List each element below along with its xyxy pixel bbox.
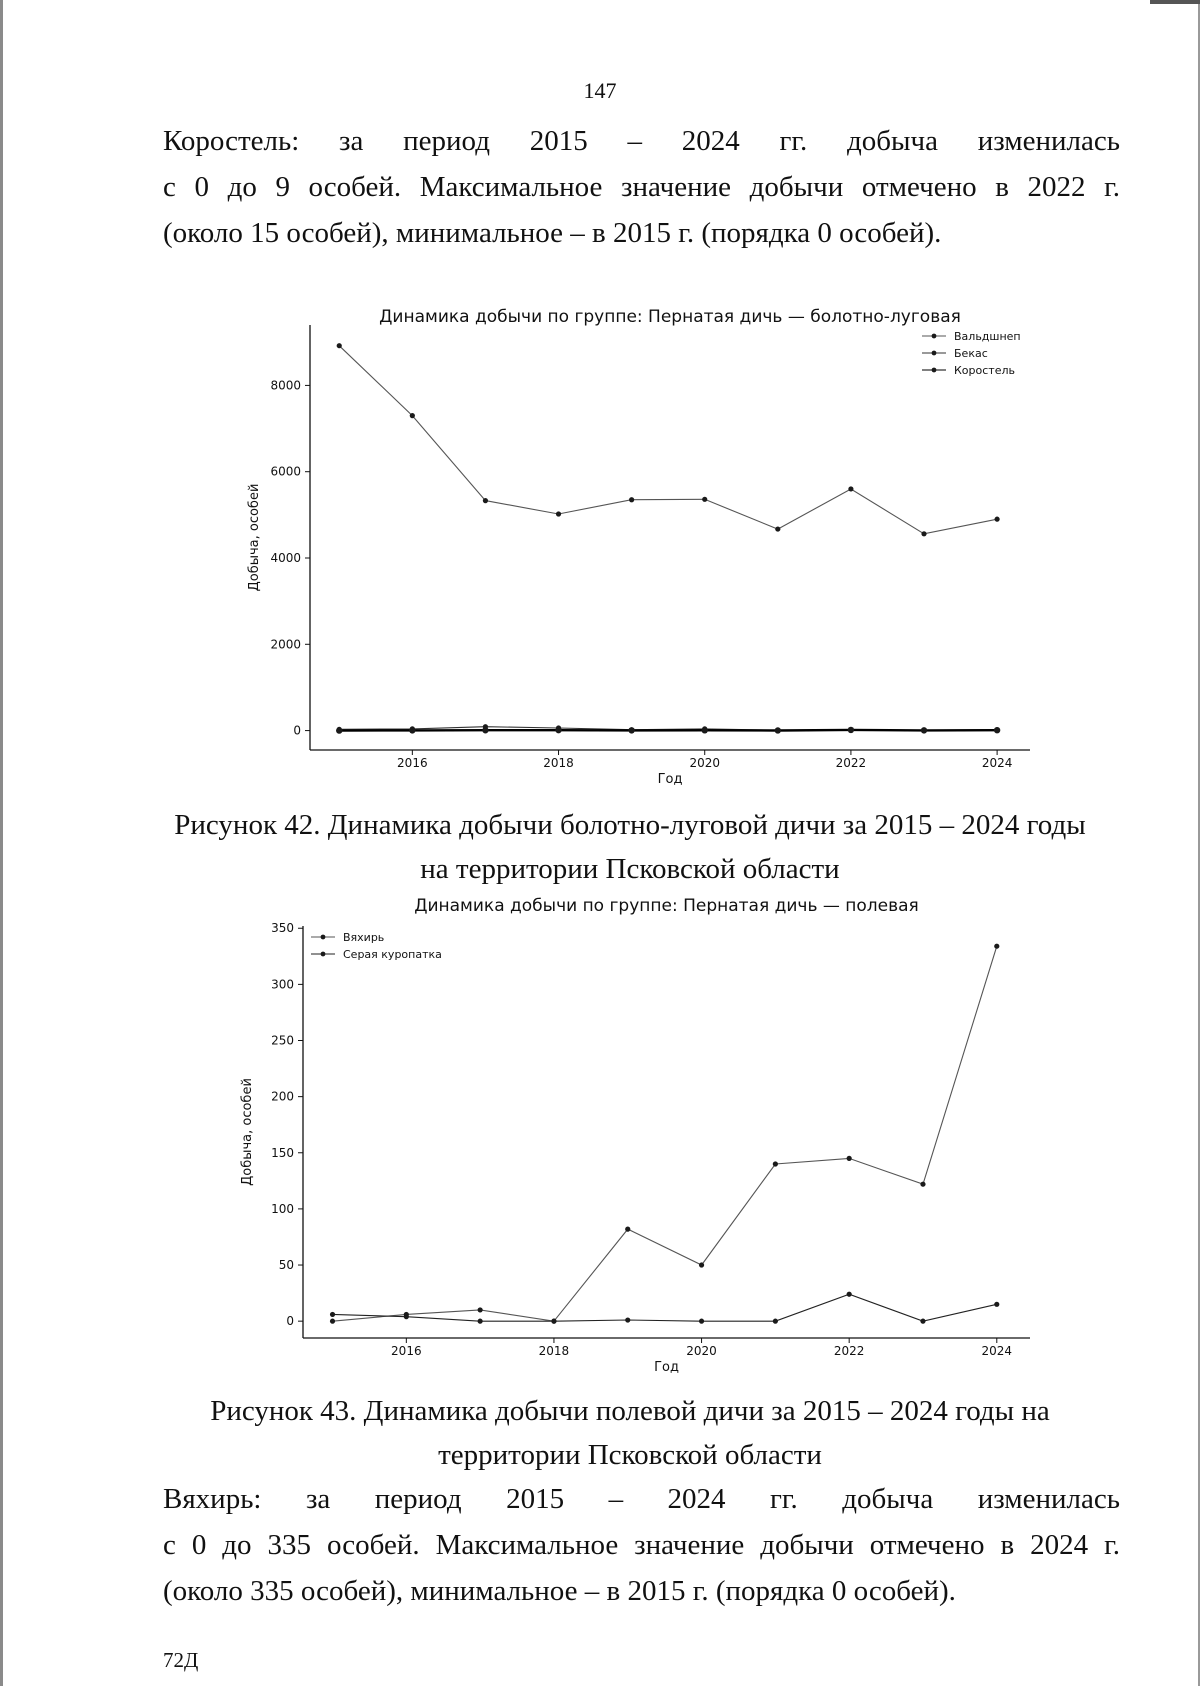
paragraph-line: (около 335 особей), минимальное – в 2015 г. (порядка 0 особей). (163, 1575, 956, 1607)
series-line (333, 946, 997, 1321)
x-tick-label: 2024 (981, 756, 1013, 770)
x-tick-label: 2018 (538, 1344, 570, 1358)
paragraph-line: Вяхирь: за период 2015 – 2024 гг. добыча изменилась (163, 1483, 1120, 1515)
page-number: 147 (583, 78, 617, 103)
y-tick-label: 2000 (270, 637, 301, 652)
data-point (409, 727, 415, 733)
x-tick-label: 2016 (391, 1344, 422, 1358)
data-point (702, 497, 707, 502)
x-tick-label: 2022 (833, 1344, 865, 1358)
x-tick-label: 2016 (397, 756, 428, 770)
paragraph-line: с 0 до 9 особей. Максимальное значение добычи отмечено в 2022 г. (163, 171, 1120, 203)
legend-marker (321, 935, 326, 940)
data-point (848, 727, 854, 733)
paragraph-line: с 0 до 335 особей. Максимальное значение добычи отмечено в 2024 г. (163, 1529, 1120, 1561)
x-tick-label: 2020 (686, 1344, 717, 1358)
data-point (775, 526, 780, 531)
x-tick-label: 2024 (981, 1344, 1013, 1358)
data-point (628, 727, 634, 733)
scan-edge-left (0, 0, 3, 1686)
y-tick-label: 150 (271, 1145, 294, 1160)
y-tick-label: 8000 (270, 378, 301, 393)
data-point (848, 486, 853, 491)
data-point (482, 727, 488, 733)
data-point (337, 343, 342, 348)
chart-wetland-game (0, 300, 1060, 800)
data-point (330, 1312, 335, 1317)
data-point (478, 1307, 483, 1312)
legend-entry: Серая куропатка (343, 948, 442, 961)
y-tick-label: 200 (271, 1089, 294, 1104)
legend-entry: Вальдшнеп (954, 330, 1021, 343)
chart-title: Динамика добычи по группе: Пернатая дичь — полевая (414, 896, 919, 916)
paragraph-top (163, 118, 1120, 256)
data-point (330, 1319, 335, 1324)
caption-line: Рисунок 42. Динамика добычи болотно-луговой дичи за 2015 – 2024 годы (174, 809, 1086, 841)
data-point (625, 1227, 630, 1232)
legend-marker (932, 351, 937, 356)
data-point (336, 727, 342, 733)
y-axis-label: Добыча, особей (240, 1078, 255, 1186)
x-axis-label: Год (654, 1360, 679, 1375)
y-axis-label: Добыча, особей (247, 483, 262, 592)
data-point (921, 727, 927, 733)
caption-line: территории Псковской области (438, 1439, 822, 1471)
caption-line: на территории Псковской области (420, 853, 840, 885)
data-point (920, 1319, 925, 1324)
data-point (994, 944, 999, 949)
data-point (773, 1161, 778, 1166)
data-point (699, 1319, 704, 1324)
x-axis-label: Год (657, 772, 683, 787)
data-point (702, 727, 708, 733)
data-point (994, 1302, 999, 1307)
footer-code: 72Д (163, 1648, 199, 1672)
x-tick-label: 2018 (543, 756, 574, 770)
legend-entry: Вяхирь (343, 931, 385, 944)
legend-marker (321, 952, 326, 957)
data-point (699, 1262, 704, 1267)
y-tick-label: 250 (271, 1033, 294, 1048)
paragraph-bottom (163, 1476, 1120, 1614)
legend-marker (932, 334, 937, 339)
data-point (775, 727, 781, 733)
data-point (404, 1314, 409, 1319)
data-point (921, 531, 926, 536)
data-point (920, 1182, 925, 1187)
data-point (995, 517, 1000, 522)
data-point (410, 413, 415, 418)
data-point (551, 1319, 556, 1324)
data-point (478, 1319, 483, 1324)
chart-title: Динамика добычи по группе: Пернатая дичь — болотно-луговая (379, 307, 961, 327)
data-point (994, 727, 1000, 733)
data-point (555, 727, 561, 733)
y-tick-label: 100 (271, 1201, 294, 1216)
figure-caption-43 (130, 1389, 1130, 1477)
data-point (847, 1156, 852, 1161)
caption-line: Рисунок 43. Динамика добычи полевой дичи за 2015 – 2024 годы на (210, 1395, 1050, 1427)
paragraph-line: Коростель: за период 2015 – 2024 гг. добыча изменилась (163, 125, 1120, 157)
y-tick-label: 0 (286, 1314, 294, 1329)
legend-entry: Бекас (954, 347, 988, 360)
y-tick-label: 300 (271, 977, 294, 992)
x-tick-label: 2022 (835, 756, 867, 770)
series-line (333, 1294, 997, 1321)
legend-marker (932, 368, 937, 373)
data-point (556, 511, 561, 516)
y-tick-label: 4000 (270, 550, 301, 565)
y-tick-label: 50 (278, 1258, 294, 1273)
series-line (339, 346, 997, 534)
y-tick-label: 350 (271, 921, 294, 936)
data-point (847, 1292, 852, 1297)
x-tick-label: 2020 (689, 756, 720, 770)
scan-corner (1150, 0, 1200, 4)
legend-entry: Коростель (954, 364, 1015, 377)
data-point (773, 1319, 778, 1324)
paragraph-line: (около 15 особей), минимальное – в 2015 г. (порядка 0 особей). (163, 217, 942, 249)
chart-field-game (0, 895, 1060, 1385)
data-point (629, 497, 634, 502)
y-tick-label: 0 (293, 723, 301, 738)
series-line (339, 730, 997, 731)
y-tick-label: 6000 (270, 464, 301, 479)
data-point (625, 1317, 630, 1322)
data-point (483, 498, 488, 503)
figure-caption-42 (130, 803, 1130, 891)
